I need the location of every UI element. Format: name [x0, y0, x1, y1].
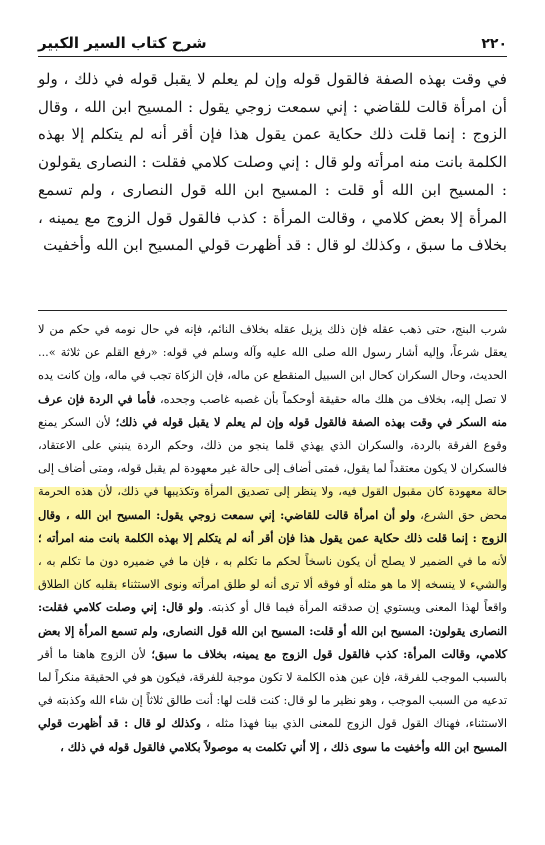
commentary-text: لأنه ما في الضمير لا يصلح أن يكون ناسخاً لحكم ما تكلم به ، فإن ما في ضميره دون ما تكلم به ، والشيء لا ينسخه إلا ما هو مثله أو فوقه ألا ترى أنه لو طلق امرأته ونوى الاستثناء بقلبه كان الطلاق واقعاً لهذا المعنى ويستوي إن صدقته المرأة فيما قال أو كذبته.: [38, 555, 508, 615]
main-paragraph: في وقت بهذه الصفة فالقول قوله وإن لم يعلم لا يقبل قوله في ذلك ، ولو أن امرأة قالت للقاضي : إني سمعت زوجي يقول : المسيح ابن الله ، وقال الزوج : إنما قلت ذلك حكاية عمن يقول هذا فإن أقر أنه لم يتكلم إلا بهذه الكلمة بانت منه امرأته ولو قال : إني وصلت كلامي فقلت : النصارى يقولون : المسيح ابن الله أو قلت : المسيح ابن الله قول النصارى ، ولم تسمع المرأة إلا بعض كلامي ، وقالت المرأة : كذب فالقول قول الزوج مع يمينه ، بخلاف ما سبق ، وكذلك لو قال : قد أظهرت قولي المسيح ابن الله وأخفيت: [38, 70, 507, 255]
footnote-separator: [38, 310, 507, 311]
commentary-text: شرب البنج، حتى ذهب عقله فإن ذلك يزيل عقله بخلاف النائم، فإنه في حال نومه في حكم من لا يعقل شرعاً، وإليه أشار رسول الله صلى الله عليه وآله وسلم في قوله: «رفع القلم عن ثلاثة »... الحديث، وحال السكران كحال ابن السبيل المنقطع عن ماله، فإن الزكاة تجب في ماله، وإن كانت يده لا تصل إليه، بخلاف من هلك ماله حقيقة أوحكماً بأن غصبه غاصب وجحده،: [38, 323, 507, 406]
commentary-text: لأن الزوج هاهنا ما أقر بالسبب الموجب للفرقة، فإن عين هذه الكلمة لا تكون موجبة للفرقة، فيكون هو في الحقيقة منكراً لما تدعيه من السبب الموجب ، وهو نظير ما لو قال: كنت قلت لها: أنت طالق ثلاثاً إن شاء الله وكذبته في الاستثناء، فهناك القول قول الزوج للمعنى الذي بينا فهذا مثله ،: [38, 647, 507, 731]
commentary-quoted-text: ولو قال: إني وصلت كلامي فقلت: النصارى يقولون: المسيح ابن الله أو قلت: المسيح ابن الله قول النصارى، ولم تسمع المرأة إلا بعض كلامي، وقالت المرأة: كذب فالقول قول الزوج مع يمينه، بخلاف ما سبق؛: [38, 600, 507, 661]
main-text-block: [38, 66, 507, 260]
commentary-block: [38, 318, 507, 759]
book-title: شرح كتاب السير الكبير: [38, 34, 207, 52]
commentary-paragraph: [38, 318, 507, 759]
running-header: [38, 28, 507, 57]
commentary-text: لأن السكر يمنع وقوع الفرقة بالردة، والسكران الذي يهذي قلما ينجو من ذلك، وحكم الردة ينبني على الاعتقاد، فالسكران لا يكون معتقداً لما يقول، فمتى أضاف إلى حالة غير معهودة لم يقبل قوله، ومتى أضاف إلى حالة معهودة كان مقبول القول فيه، ولا ينظر إلى تصديق المرأة وتكذيبها في ذلك، لأن هذه الحرمة محض حق الشرع،: [38, 415, 508, 522]
page-number: ٢٢٠: [481, 36, 507, 52]
commentary-quoted-text: فأما في الردة فإن عرف منه السكر في وقت بهذه الصفة فالقول قوله وإن لم يعلم لا يقبل قوله في ذلك؛: [38, 391, 507, 429]
commentary-quoted-text: ولو أن امرأة قالت للقاضي: إني سمعت زوجي يقول: المسيح ابن الله ، وقال الزوج : إنما قلت ذلك حكاية عمن يقول هذا فإن أقر أنه لم يتكلم إلا بهذه الكلمة بانت منه امرأته ؛: [38, 507, 507, 545]
commentary-quoted-text: وكذلك لو قال : قد أظهرت قولي المسيح ابن الله وأخفيت ما سوى ذلك ، إلا أني تكلمت به موصولاً بكلامي فالقول قوله في ذلك ،: [38, 716, 507, 754]
